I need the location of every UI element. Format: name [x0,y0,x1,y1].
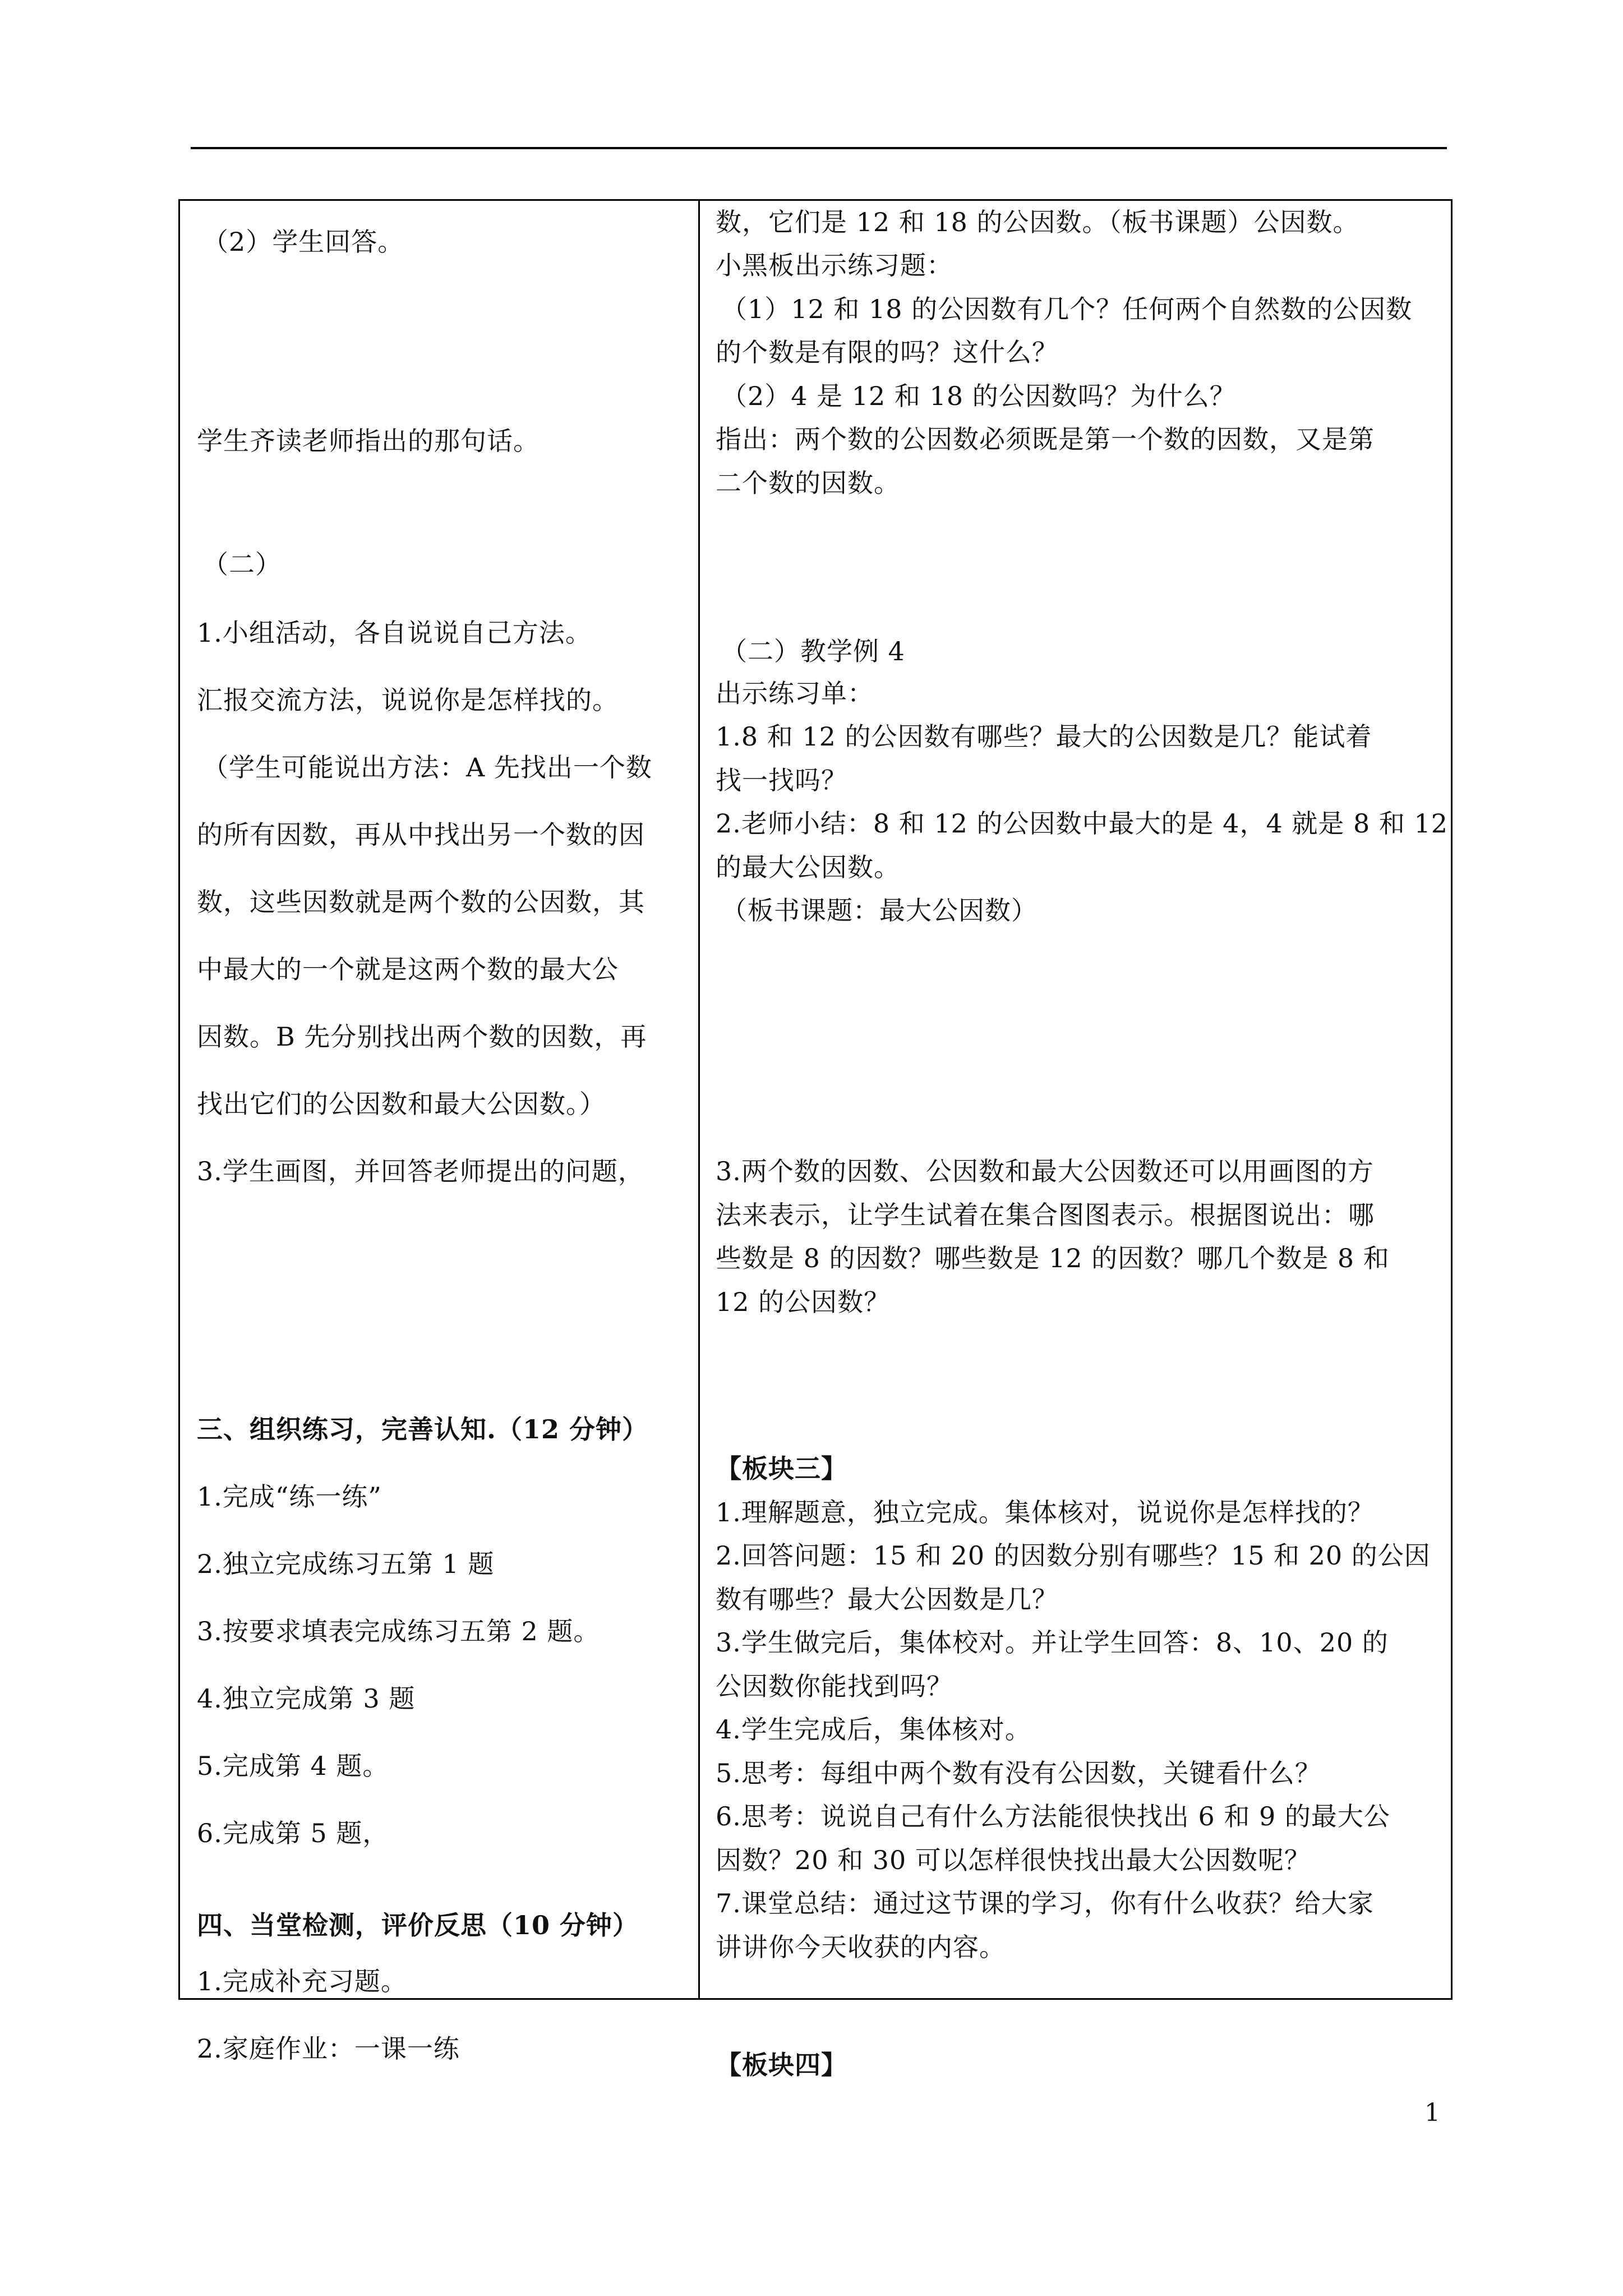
left-line: 3.学生画图，并回答老师提出的问题， [197,1156,644,1186]
right-line: 小黑板出示练习题： [716,250,953,280]
right-line: 些数是 8 的因数？哪些数是 12 的因数？哪几个数是 8 和 [716,1243,1390,1273]
right-line: （2）4 是 12 和 18 的公因数吗？为什么？ [721,381,1236,411]
right-line: （板书课题：最大公因数） [721,895,1038,926]
left-line: 3.按要求填表完成练习五第 2 题。 [197,1616,600,1646]
left-line: 1.完成“练一练” [197,1481,382,1512]
left-line: 数，这些因数就是两个数的公因数，其 [197,887,645,917]
right-line: （1）12 和 18 的公因数有几个？任何两个自然数的公因数 [721,294,1413,324]
right-line: 的最大公因数。 [716,852,900,882]
left-line: 找出它们的公因数和最大公因数。） [197,1089,606,1119]
left-line: 5.完成第 4 题。 [197,1751,389,1781]
right-line: 6.思考：说说自己有什么方法能很快找出 6 和 9 的最大公 [716,1801,1390,1832]
left-line: 2.家庭作业：一课一练 [197,2033,460,2064]
column-divider [698,201,700,1998]
header-rule [191,147,1447,149]
left-line: 1.小组活动，各自说说自己方法。 [197,618,592,648]
left-line: （2）学生回答。 [202,227,404,257]
lesson-table [178,199,1453,2080]
right-line: 法来表示，让学生试着在集合图图表示。根据图说出：哪 [716,1200,1375,1230]
left-line: （二） [202,549,282,579]
left-line: 1.完成补充习题。 [197,1966,407,1996]
section-heading-3: 三、组织练习，完善认知.（12 分钟） [197,1414,649,1444]
right-line: 2.老师小结：8 和 12 的公因数中最大的是 4，4 就是 8 和 12 [716,808,1448,839]
section-heading-4: 四、当堂检测，评价反思（10 分钟） [197,1910,639,1940]
block-heading-4: 【板块四】 [716,2050,847,2080]
right-line: 3.学生做完后，集体校对。并让学生回答：8、10、20 的 [716,1627,1389,1658]
right-line: 的个数是有限的吗？这什么？ [716,337,1058,367]
right-line: 公因数你能找到吗？ [716,1671,953,1701]
left-line: 学生齐读老师指出的那句话。 [197,426,540,456]
block-heading-3: 【板块三】 [716,1453,847,1484]
right-line: 1.8 和 12 的公因数有哪些？最大的公因数是几？能试着 [716,721,1372,752]
right-line: 二个数的因数。 [716,468,900,498]
right-line: 讲讲你今天收获的内容。 [716,1932,1006,1962]
right-line: 4.学生完成后，集体核对。 [716,1714,1031,1745]
left-line: 6.完成第 5 题， [197,1818,389,1848]
left-line: 中最大的一个就是这两个数的最大公 [197,954,619,984]
left-line: 4.独立完成第 3 题 [197,1683,416,1714]
page-number: 1 [1424,2099,1440,2127]
right-line: 7.课堂总结：通过这节课的学习，你有什么收获？给大家 [716,1888,1374,1918]
right-line: 找一找吗？ [716,765,847,795]
left-line: 汇报交流方法，说说你是怎样找的。 [197,685,619,715]
right-line: 数，它们是 12 和 18 的公因数。（板书课题）公因数。 [716,207,1359,237]
right-line: （二）教学例 4 [721,636,905,666]
left-line: 的所有因数，再从中找出另一个数的因 [197,820,645,850]
right-line: 12 的公因数？ [716,1287,891,1317]
right-line: 5.思考：每组中两个数有没有公因数，关键看什么？ [716,1758,1321,1788]
right-line: 出示练习单： [716,678,874,708]
right-line: 1.理解题意，独立完成。集体核对，说说你是怎样找的？ [716,1497,1374,1527]
right-line: 指出：两个数的公因数必须既是第一个数的因数，又是第 [716,424,1375,454]
left-line: （学生可能说出方法：A 先找出一个数 [202,752,652,783]
left-line: 因数。B 先分别找出两个数的因数，再 [197,1022,647,1052]
left-line: 2.独立完成练习五第 1 题 [197,1549,495,1579]
right-line: 数有哪些？最大公因数是几？ [716,1584,1058,1614]
right-line: 因数？20 和 30 可以怎样很快找出最大公因数呢？ [716,1845,1311,1875]
right-line: 2.回答问题：15 和 20 的因数分别有哪些？15 和 20 的公因 [716,1540,1431,1571]
right-line: 3.两个数的因数、公因数和最大公因数还可以用画图的方 [716,1156,1374,1186]
